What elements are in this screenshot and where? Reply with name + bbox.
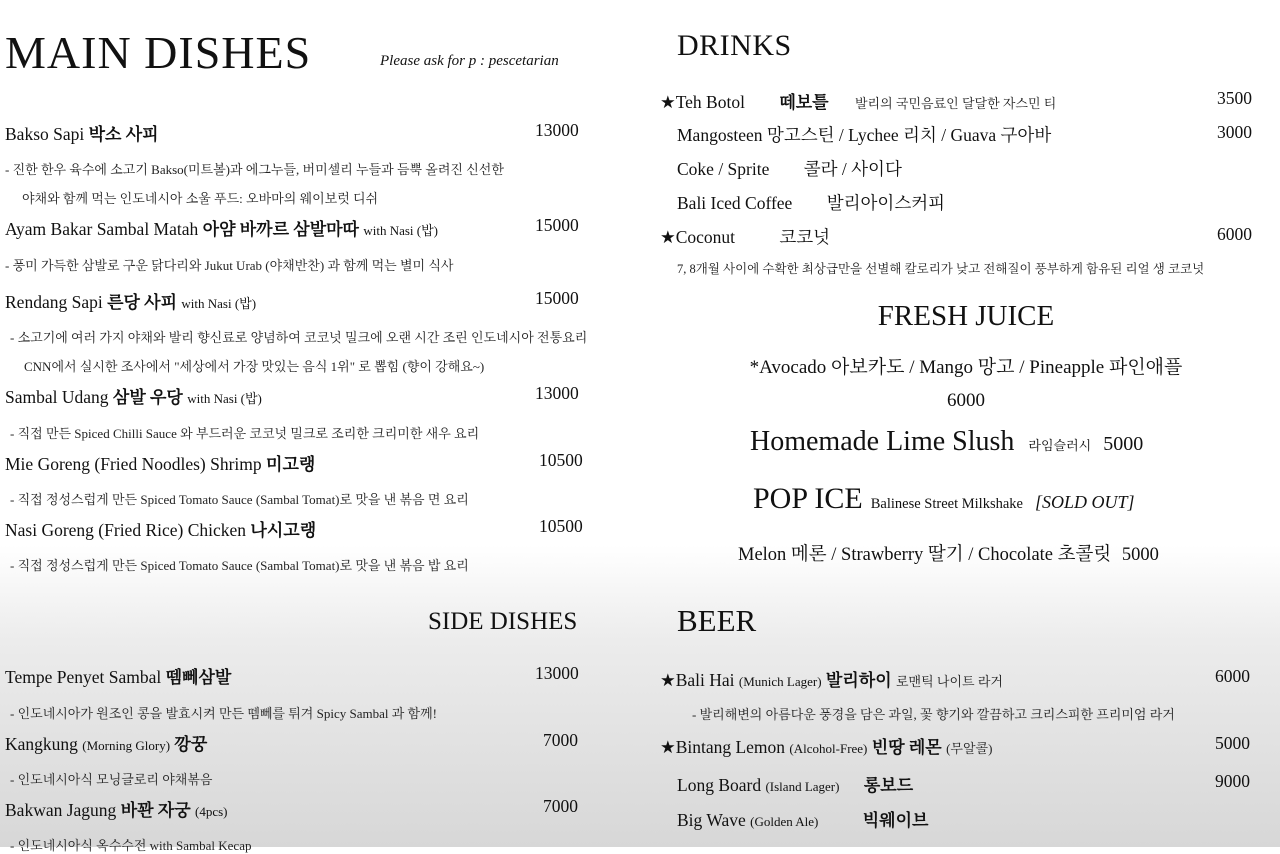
item-price: 13000 bbox=[535, 383, 579, 403]
beer-row-bintang-lemon bbox=[660, 733, 992, 758]
menu-item-rendang-sapi bbox=[5, 288, 256, 313]
sold-out-badge: [SOLD OUT] bbox=[1034, 492, 1135, 512]
item-suffix: with Nasi (밥) bbox=[187, 391, 262, 406]
beer-price: 5000 bbox=[1215, 733, 1250, 753]
item-desc: - 소고기에 여러 가지 야채와 발리 향신료로 양념하여 코코넛 밀크에 오랜 시간 조린 인도네시아 전통요리 bbox=[10, 330, 588, 345]
item-desc: - 진한 한우 육수에 소고기 Bakso(미트볼)과 에그누들, 버미셀리 누들과 듬뿍 올려진 신선한 bbox=[5, 162, 504, 177]
item-ko: 깡꿍 bbox=[174, 735, 208, 754]
beer-name: Big Wave bbox=[677, 810, 746, 830]
drink-name: ★Coconut bbox=[660, 227, 735, 247]
slush-price: 5000 bbox=[1103, 433, 1144, 455]
beer-ko: 발리하이 bbox=[825, 671, 892, 690]
item-name: Mie Goreng (Fried Noodles) Shrimp bbox=[5, 454, 262, 474]
item-ko: 바꽌 자궁 bbox=[120, 801, 191, 820]
lime-slush-row bbox=[750, 426, 1143, 458]
item-name: Kangkung bbox=[5, 734, 78, 754]
beer-row-long-board bbox=[677, 771, 913, 796]
beer-desc: - 발리해변의 아름다운 풍경을 담은 과일, 꽃 향기와 깔끔하고 크리스피한 프리미엄 라거 bbox=[692, 707, 1175, 722]
item-desc: CNN에서 실시한 조사에서 "세상에서 가장 맛있는 음식 1위" 로 뽑힘 (향이 강해요~) bbox=[24, 359, 485, 374]
side-dishes-title: SIDE DISHES bbox=[428, 608, 578, 635]
drink-ko: 떼보틀 bbox=[779, 93, 829, 112]
beer-sub: (Island Lager) bbox=[765, 779, 840, 794]
item-ko: 나시고랭 bbox=[250, 521, 317, 540]
item-desc: 야채와 함께 먹는 인도네시아 소울 푸드: 오바마의 웨이보럿 디쉬 bbox=[22, 191, 379, 206]
juice-line-1-price: 6000 bbox=[947, 390, 985, 411]
pop-ice-flavors bbox=[738, 540, 1159, 566]
item-price: 13000 bbox=[535, 120, 579, 140]
item-ko: 뗌뻬삼발 bbox=[165, 668, 232, 687]
fresh-juice-title: FRESH JUICE bbox=[877, 300, 1055, 332]
pop-ice-name: POP ICE bbox=[753, 482, 863, 515]
item-price: 7000 bbox=[543, 796, 578, 816]
drink-ko: 발리아이스커피 bbox=[826, 193, 946, 213]
item-desc: - 인도네시아가 원조인 콩을 발효시켜 만든 뗌뻬를 튀겨 Spicy Sambal 과 함께! bbox=[10, 706, 437, 721]
beer-name: ★Bali Hai bbox=[660, 670, 735, 690]
beer-name: Long Board bbox=[677, 775, 762, 795]
beer-sub: (Munich Lager) bbox=[738, 674, 822, 689]
item-ko: 른당 사피 bbox=[107, 293, 178, 312]
drink-price: 3000 bbox=[1217, 122, 1252, 142]
menu-item-mie-goreng bbox=[5, 450, 315, 475]
item-suffix: with Nasi (밥) bbox=[363, 223, 439, 238]
drink-name: ★Teh Botol bbox=[660, 92, 745, 112]
beer-sub: (Alcohol-Free) bbox=[789, 741, 868, 756]
menu-item-bakwan-jagung bbox=[5, 796, 228, 821]
beer-row-big-wave bbox=[677, 806, 928, 831]
slush-ko: 라임슬러시 bbox=[1028, 438, 1092, 453]
flavors-text: Melon 메론 / Strawberry 딸기 / Chocolate 초콜릿 bbox=[738, 545, 1112, 565]
item-name: Rendang Sapi bbox=[5, 292, 103, 312]
flavors-price: 5000 bbox=[1121, 545, 1159, 565]
item-ko: 박소 사피 bbox=[88, 125, 159, 144]
drink-desc: 발리의 국민음료인 달달한 자스민 티 bbox=[854, 96, 1057, 111]
drink-price: 3500 bbox=[1217, 88, 1252, 108]
menu-item-nasi-goreng bbox=[5, 516, 316, 541]
beer-title: BEER bbox=[677, 603, 757, 638]
pop-ice-sub: Balinese Street Milkshake bbox=[870, 496, 1023, 512]
drink-ko: 코코넛 bbox=[779, 227, 831, 247]
item-ko: 미고랭 bbox=[266, 455, 316, 474]
menu-item-sambal-udang bbox=[5, 383, 262, 408]
beer-price: 6000 bbox=[1215, 666, 1250, 686]
item-price: 13000 bbox=[535, 663, 579, 683]
item-desc: - 인도네시아식 모닝글로리 야채볶음 bbox=[10, 772, 213, 787]
menu-item-kangkung bbox=[5, 730, 207, 755]
drink-ko: 콜라 / 사이다 bbox=[803, 159, 902, 179]
beer-price: 9000 bbox=[1215, 771, 1250, 791]
pop-ice-row bbox=[753, 482, 1135, 516]
item-price: 15000 bbox=[535, 288, 579, 308]
drinks-title: DRINKS bbox=[677, 29, 792, 62]
beer-extra: (무알콜) bbox=[946, 741, 993, 756]
drink-name: Coke / Sprite bbox=[677, 159, 770, 179]
coconut-note: 7, 8개월 사이에 수확한 최상급만을 선별해 칼로리가 낮고 전해질이 풍부하게 함유된 리얼 생 코코넛 bbox=[677, 262, 1205, 276]
menu-item-bakso-sapi bbox=[5, 120, 159, 145]
item-name: Bakwan Jagung bbox=[5, 800, 117, 820]
item-desc: - 인도네시아식 옥수수전 with Sambal Kecap bbox=[10, 838, 252, 853]
drink-name: Bali Iced Coffee bbox=[677, 193, 793, 213]
item-ko: 삼발 우당 bbox=[112, 388, 183, 407]
drink-row-fruits: Mangosteen 망고스틴 / Lychee 리치 / Guava 구아바 bbox=[677, 125, 1052, 145]
item-desc: - 직접 만든 Spiced Chilli Sauce 와 부드러운 코코넛 밀크로 조리한 크리미한 새우 요리 bbox=[10, 426, 480, 441]
slush-name: Homemade Lime Slush bbox=[750, 426, 1015, 457]
item-price: 15000 bbox=[535, 215, 579, 235]
item-suffix: (4pcs) bbox=[195, 804, 228, 819]
menu-item-ayam-bakar bbox=[5, 215, 438, 240]
beer-ko: 빈땅 레몬 bbox=[871, 738, 942, 757]
drink-row-teh-botol bbox=[660, 88, 1056, 113]
item-name: Ayam Bakar Sambal Matah bbox=[5, 219, 199, 239]
item-price: 10500 bbox=[539, 516, 583, 536]
main-dishes-title: MAIN DISHES bbox=[5, 27, 312, 78]
item-desc: - 직접 정성스럽게 만든 Spiced Tomato Sauce (Sambal Tomat)로 맛을 낸 볶음 면 요리 bbox=[10, 492, 469, 507]
beer-ko: 빅웨이브 bbox=[862, 811, 929, 830]
beer-sub: (Golden Ale) bbox=[750, 814, 819, 829]
item-name: Sambal Udang bbox=[5, 387, 109, 407]
beer-row-bali-hai bbox=[660, 666, 1003, 691]
item-desc: - 풍미 가득한 삼발로 구운 닭다리와 Jukut Urab (야채반찬) 과 함께 먹는 별미 식사 bbox=[5, 258, 454, 273]
beer-name: ★Bintang Lemon bbox=[660, 737, 786, 757]
item-desc: - 직접 정성스럽게 만든 Spiced Tomato Sauce (Sambal Tomat)로 맛을 낸 볶음 밥 요리 bbox=[10, 558, 469, 573]
drink-row-coke bbox=[677, 156, 902, 181]
item-suffix: with Nasi (밥) bbox=[181, 296, 257, 311]
pescetarian-note: Please ask for p : pescetarian bbox=[380, 53, 559, 69]
beer-ko: 롱보드 bbox=[863, 776, 914, 795]
item-name: Bakso Sapi bbox=[5, 124, 85, 144]
item-price: 10500 bbox=[539, 450, 583, 470]
menu-item-tempe-penyet bbox=[5, 663, 231, 688]
item-name: Tempe Penyet Sambal bbox=[5, 667, 162, 687]
beer-extra: 로맨틱 나이트 라거 bbox=[896, 674, 1003, 689]
drink-row-coconut bbox=[660, 224, 830, 249]
item-sub: (Morning Glory) bbox=[82, 738, 171, 753]
drink-row-bali-coffee bbox=[677, 190, 945, 215]
item-name: Nasi Goreng (Fried Rice) Chicken bbox=[5, 520, 247, 540]
item-price: 7000 bbox=[543, 730, 578, 750]
item-ko: 아얌 바까르 삼발마따 bbox=[202, 220, 359, 239]
juice-line-1: *Avocado 아보카도 / Mango 망고 / Pineapple 파인애플 bbox=[749, 357, 1183, 378]
drink-price: 6000 bbox=[1217, 224, 1252, 244]
